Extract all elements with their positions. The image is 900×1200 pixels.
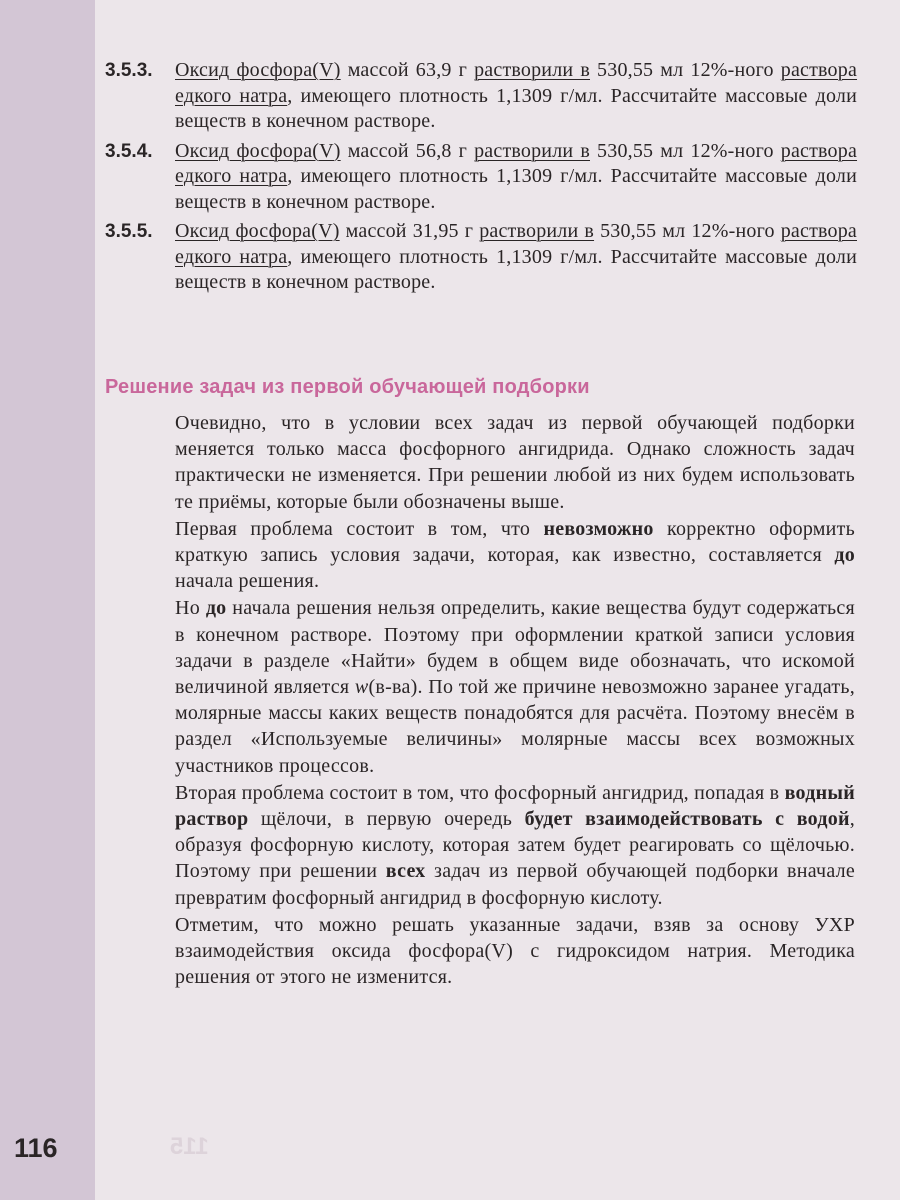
underlined-text: растворили в (474, 59, 590, 81)
paragraph (175, 780, 855, 911)
text-span: задач из первой обучающей подборки вначале превратим фосфорный ангидрид в фосфорную кислоту. (175, 860, 855, 909)
text-span: 530,55 мл 12%-ного (590, 59, 781, 81)
text-span: начала решения нельзя определить, какие вещества будут содержаться в конечном растворе. Поэтому при оформлении краткой записи условия задачи в разделе «Найти» будем в общем виде обозначать, что искомой величиной является (175, 597, 856, 699)
bold-text: до (205, 597, 227, 620)
text-span: массой 63,9 г (340, 59, 475, 81)
problem-text (175, 139, 857, 216)
text-span: 530,55 мл 12%-ного (590, 139, 781, 162)
text-span: корректно оформить краткую запись условия задачи, которая, как известно, составляется (175, 517, 855, 567)
text-span: , имеющего плотность 1,1309 г/мл. Рассчитайте массовые доли веществ в конечном растворе. (175, 245, 857, 293)
problem-item (105, 219, 857, 296)
text-span: Но (175, 597, 206, 620)
italic-symbol: w (354, 676, 369, 699)
text-span: массой 56,8 г (340, 139, 475, 162)
paragraph (175, 595, 855, 778)
paragraph: Очевидно, что в условии всех задач из первой обучающей подборки меняется только масса фосфорного ангидрида. Однако сложность задач практически не изменяется. При решении любой из них будем использовать те приёмы, которые были обозначены выше. (175, 412, 855, 513)
problem-item (105, 58, 857, 135)
underlined-text: растворили в (474, 139, 590, 162)
text-span: Первая проблема состоит в том, что (175, 517, 544, 540)
text-span: начала решения. (175, 570, 320, 593)
text-span: 530,55 мл 12%-ного (594, 220, 781, 242)
underlined-text: Оксид фосфора(V) (175, 59, 341, 81)
section-heading: Решение задач из первой обучающей подборки (105, 376, 590, 398)
underlined-text: раствора едкого натра (175, 59, 858, 107)
problem-list (105, 58, 857, 300)
text-span: Вторая проблема состоит в том, что фосфорный ангидрид, попадая в (175, 781, 785, 804)
paragraph: Отметим, что можно решать указанные задачи, взяв за основу УХР взаимодействия оксида фосфора(V) с гидроксидом натрия. Методика решения от этого не изменится. (175, 913, 855, 989)
text-span: щёлочи, в первую очередь (248, 808, 525, 831)
text-span: , образуя фосфорную кислоту, которая затем будет реагировать со щёлочью. Поэтому при решении (175, 808, 855, 883)
problem-text (175, 219, 857, 296)
text-span: , имеющего плотность 1,1309 г/мл. Рассчитайте массовые доли веществ в конечном растворе. (175, 84, 857, 132)
page-margin-band (0, 0, 95, 1200)
underlined-text: Оксид фосфора(V) (175, 139, 341, 162)
bold-text: всех (385, 860, 426, 883)
problem-item (105, 139, 857, 216)
underlined-text: раствора едкого натра (175, 139, 858, 187)
problem-text (175, 58, 857, 135)
bold-text: до (834, 544, 855, 567)
underlined-text: раствора едкого натра (175, 220, 857, 268)
bleed-through-page-number: 115 (170, 1133, 209, 1160)
bold-text: будет взаимодействовать с водой (524, 808, 850, 831)
problem-number: 3.5.4. (105, 140, 153, 162)
problem-number: 3.5.3. (105, 60, 153, 81)
bold-text: водный раствор (175, 781, 855, 831)
bold-text: невозможно (543, 517, 654, 540)
underlined-text: Оксид фосфора(V) (175, 220, 340, 242)
page-number: 116 (14, 1133, 58, 1163)
solution-body (175, 410, 855, 991)
problem-number: 3.5.5. (105, 221, 153, 242)
paragraph (175, 516, 855, 595)
text-span: , имеющего плотность 1,1309 г/мл. Рассчитайте массовые доли веществ в конечном растворе. (175, 165, 857, 213)
text-span: массой 31,95 г (339, 220, 480, 242)
text-span: (в-ва). По той же причине невозможно заранее угадать, молярные массы каких веществ понадобятся для расчёта. Поэтому внесём в раздел «Используемые величины» молярные массы всех возможных участников процессов. (175, 676, 855, 777)
underlined-text: растворили в (479, 220, 595, 242)
